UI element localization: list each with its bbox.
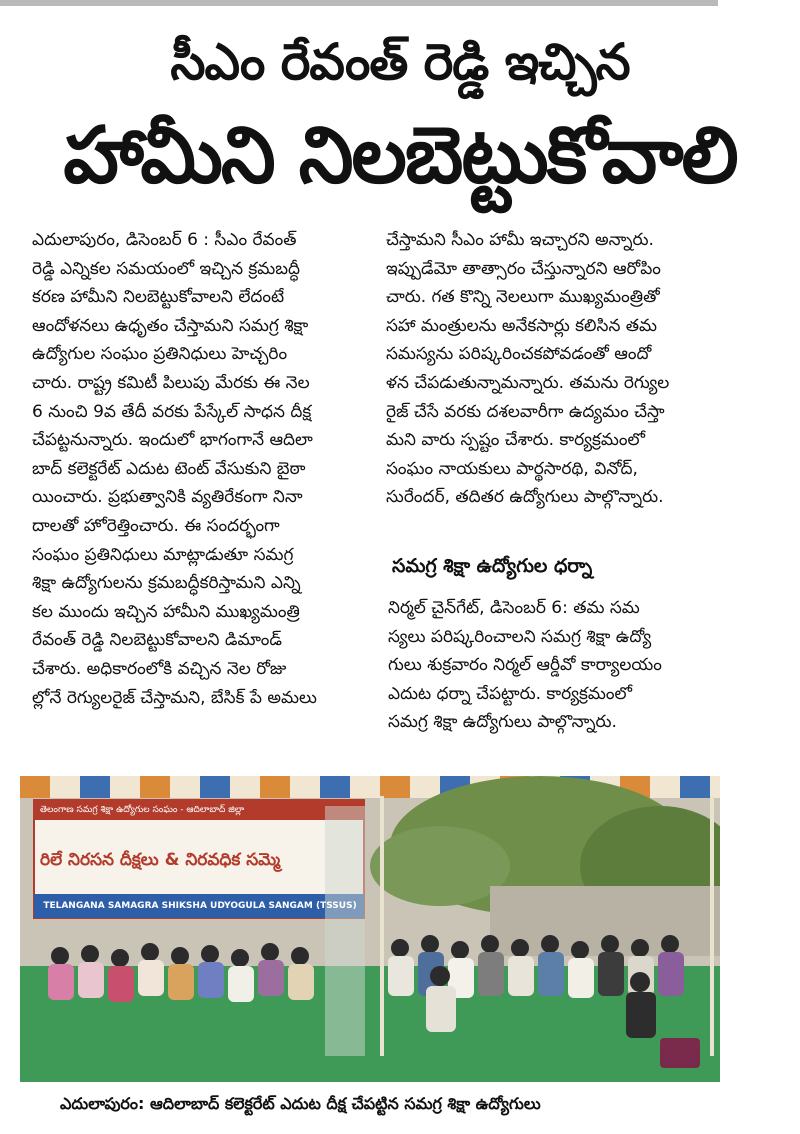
banner-main-text: రిలే నిరసన దీక్షలు & నిరవధిక సమ్మె — [40, 850, 281, 870]
article-line: సంఘం ప్రతినిధులు మాట్లాడుతూ సమగ్ర — [32, 544, 294, 565]
banner-bottom-text: TELANGANA SAMAGRA SHIKSHA UDYOGULA SANGAM (TSSUS) — [43, 901, 357, 911]
article-line: ఎదుట ధర్నా చేపట్టారు. కార్యక్రమంలో — [388, 683, 632, 704]
article-line: ల్లోనే రెగ్యులరైజ్ చేస్తామని, బేసిక్ పే అమలు — [32, 687, 317, 708]
article-line: రేవంత్ రెడ్డి నిలబెట్టుకోవాలని డిమాండ్ — [32, 630, 282, 651]
article-column-right-second — [388, 594, 732, 737]
article-line: సమస్యను పరిష్కరించకపోవడంతో ఆందో — [386, 344, 652, 365]
top-rule — [0, 0, 718, 6]
article-column-left — [32, 226, 372, 712]
article-line: ఆందోళనలు ఉధృతం చేస్తామని సమగ్ర శిక్షా — [32, 315, 309, 336]
article-line: దాలతో హోరెత్తించారు. ఈ సందర్భంగా — [32, 515, 280, 536]
article-line: సహా మంత్రులను అనేకసార్లు కలిసిన తమ — [386, 315, 658, 336]
headline-line-2: హామీని నిలబెట్టుకోవాలి — [63, 111, 737, 201]
banner-top-text: తెలంగాణ సమగ్ర శిక్షా ఉద్యోగుల సంఘం - ఆదిలాబాద్ జిల్లా — [40, 805, 245, 815]
news-photo — [20, 776, 720, 1082]
article-line: ళన చేపడుతున్నామన్నారు. తమను రెగ్యుల — [386, 372, 670, 393]
article-line: సంఘం నాయకులు పార్థసారథి, వినోద్, — [386, 458, 638, 479]
article-line: చేపట్టనున్నారు. ఇందులో భాగంగానే ఆదిలా — [32, 430, 313, 451]
article-line: ఉద్యోగుల సంఘం ప్రతినిధులు హెచ్చరిం — [32, 344, 288, 365]
article-line: రెడ్డి ఎన్నికల సమయంలో ఇచ్చిన క్రమబద్ధీ — [32, 258, 301, 279]
article-line: చేశారు. అధికారంలోకి వచ్చిన నెల రోజు — [32, 658, 287, 679]
article-line: యించారు. ప్రభుత్వానికి వ్యతిరేకంగా నినా — [32, 487, 303, 508]
article-line: సురేందర్, తదితర ఉద్యోగులు పాల్గొన్నారు. — [386, 487, 664, 508]
article-line: గులు శుక్రవారం నిర్మల్ ఆర్డీవో కార్యాలయం — [388, 655, 662, 676]
article-line: కరణ హామీని నిలబెట్టుకోవాలని లేదంటే — [32, 287, 285, 308]
photo-caption: ఎదులాపురం: ఆదిలాబాద్ కలెక్టరేట్ ఎదుట దీక్ష చేపట్టిన సమగ్ర శిక్షా ఉద్యోగులు — [60, 1094, 541, 1113]
article-line: శిక్షా ఉద్యోగులను క్రమబద్ధీకరిస్తామని ఎన్ని — [32, 573, 301, 594]
headline-line-1: సీఎం రేవంత్ రెడ్డి ఇచ్చిన — [170, 33, 630, 91]
article-line: సమగ్ర శిక్షా ఉద్యోగులు పాల్గొన్నారు. — [388, 712, 617, 733]
article-line: ఎదులాపురం, డిసెంబర్ 6 : సీఎం రేవంత్ — [32, 230, 297, 250]
article-line: ఇప్పుడేమో తాత్సారం చేస్తున్నారని ఆరోపిం — [386, 258, 661, 279]
article-column-right — [386, 226, 730, 512]
article-line: చారు. గత కొన్ని నెలలుగా ముఖ్యమంత్రితో — [386, 287, 660, 308]
article-line: చారు. రాష్ట్ర కమిటీ పిలుపు మేరకు ఈ నెల — [32, 372, 310, 393]
article-line: స్యలు పరిష్కరించాలని సమగ్ర శిక్షా ఉద్యో — [388, 626, 652, 647]
article-line: చేస్తామని సీఎం హామీ ఇచ్చారని అన్నారు. — [386, 230, 654, 250]
article-line: కల ముందు ఇచ్చిన హామీని ముఖ్యమంత్రి — [32, 601, 300, 622]
sub-heading: సమగ్ర శిక్షా ఉద్యోగుల ధర్నా — [392, 555, 593, 577]
article-line: బాద్ కలెక్టరేట్ ఎదుట టెంట్ వేసుకుని బైఠా — [32, 458, 306, 479]
article-line: నిర్మల్ చైన్‌గేట్, డిసెంబర్ 6: తమ సమ — [388, 598, 640, 618]
article-line: మని వారు స్పష్టం చేశారు. కార్యక్రమంలో — [386, 430, 646, 451]
article-line: రైజ్ చేసే వరకు దశలవారీగా ఉద్యమం చేస్తా — [386, 401, 665, 422]
article-line: 6 నుంచి 9వ తేదీ వరకు పేస్కేల్ సాధన దీక్ష — [32, 401, 312, 422]
